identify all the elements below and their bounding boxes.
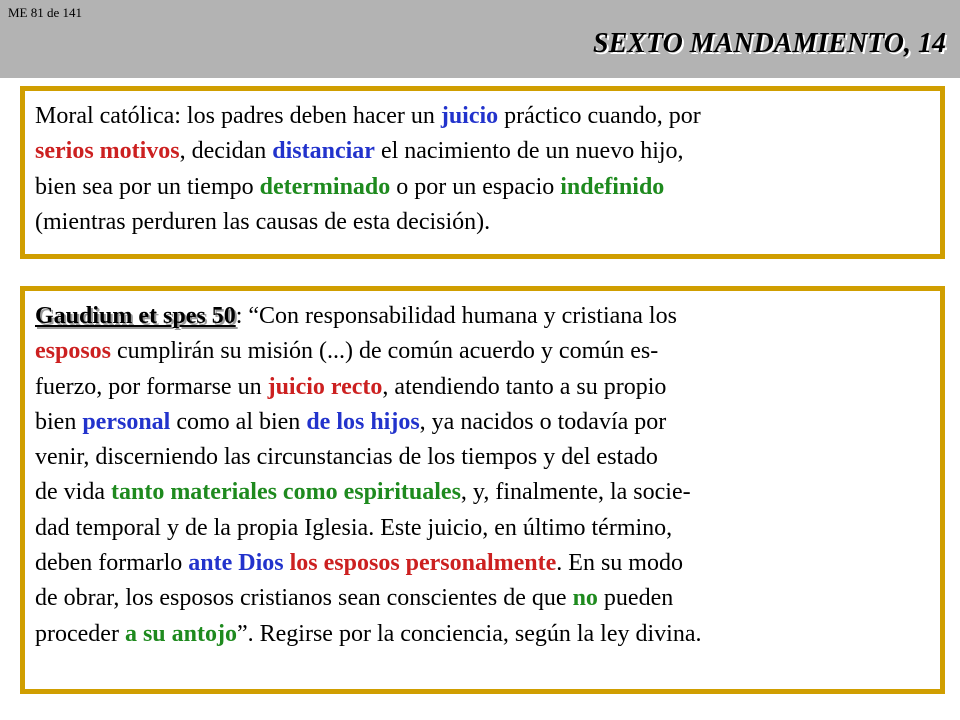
- text-segment: práctico cuando, por: [498, 103, 701, 129]
- text-segment: de los hijos: [306, 408, 420, 435]
- text-segment: como al bien: [170, 408, 307, 435]
- text-line: [35, 581, 932, 616]
- text-line: [35, 440, 932, 475]
- text-segment: juicio recto: [267, 373, 383, 400]
- text-segment: , ya nacidos o todavía por: [419, 408, 667, 435]
- text-line: [35, 546, 932, 581]
- text-segment: determinado: [259, 173, 391, 200]
- text-segment: esposos: [35, 338, 112, 365]
- text-line: [35, 475, 932, 510]
- text-segment: serios motivos: [35, 138, 180, 165]
- gaudium-et-spes-box: [20, 286, 945, 694]
- text-segment: de obrar, los esposos cristianos sean conscientes de que: [35, 585, 573, 612]
- text-segment: , atendiendo tanto a su propio: [382, 373, 667, 400]
- text-segment: ante Dios: [188, 550, 284, 577]
- text-line: [35, 334, 932, 369]
- text-segment: dad temporal y de la propia Iglesia. Este juicio, en último término,: [35, 514, 673, 541]
- text-segment: no: [572, 585, 598, 612]
- text-segment: Moral católica: los padres deben hacer un: [35, 103, 441, 129]
- text-segment: fuerzo, por formarse un: [35, 373, 268, 400]
- text-segment: pueden: [597, 585, 674, 612]
- text-line: [35, 370, 932, 405]
- text-segment: juicio: [440, 103, 499, 129]
- text-segment: , y, finalmente, la socie-: [460, 479, 691, 506]
- page-title: SEXTO MANDAMIENTO, 14: [593, 28, 946, 59]
- text-line: [35, 511, 932, 546]
- text-segment: tanto materiales como espirituales: [110, 479, 461, 506]
- text-segment: personal: [82, 408, 171, 435]
- text-line: [35, 205, 932, 240]
- text-line: [35, 617, 932, 652]
- text-segment: deben formarlo: [35, 550, 189, 577]
- text-line: [35, 299, 932, 334]
- text-segment: o por un espacio: [390, 173, 561, 200]
- text-segment: cumplirán su misión (...) de común acuerdo y común es-: [111, 338, 659, 365]
- text-segment: de vida: [35, 479, 111, 506]
- text-line: [35, 99, 932, 134]
- source-citation: Gaudium et spes 50: [35, 303, 236, 329]
- moral-catolica-box: [20, 86, 945, 259]
- text-segment: . En su modo: [556, 550, 683, 577]
- text-line: [35, 134, 932, 169]
- text-segment: , decidan: [179, 138, 273, 165]
- text-segment: a su antojo: [124, 620, 237, 647]
- text-segment: proceder: [35, 620, 125, 647]
- text-segment: distanciar: [272, 138, 375, 165]
- text-segment: los esposos personalmente: [289, 550, 557, 577]
- text-segment: bien: [35, 408, 83, 435]
- text-segment: venir, discerniendo las circunstancias de los tiempos y del estado: [35, 444, 658, 471]
- text-segment: indefinido: [560, 173, 665, 200]
- text-line: [35, 170, 932, 205]
- text-segment: el nacimiento de un nuevo hijo,: [374, 138, 684, 165]
- text-segment: (mientras perduren las causas de esta decisión).: [35, 208, 491, 235]
- text-segment: ”. Regirse por la conciencia, según la ley divina.: [236, 620, 702, 647]
- page-number: ME 81 de 141: [8, 5, 83, 20]
- header-bar: [0, 0, 960, 78]
- text-line: [35, 405, 932, 440]
- text-segment: bien sea por un tiempo: [35, 173, 260, 200]
- text-segment: : “Con responsabilidad humana y cristiana los: [235, 303, 677, 329]
